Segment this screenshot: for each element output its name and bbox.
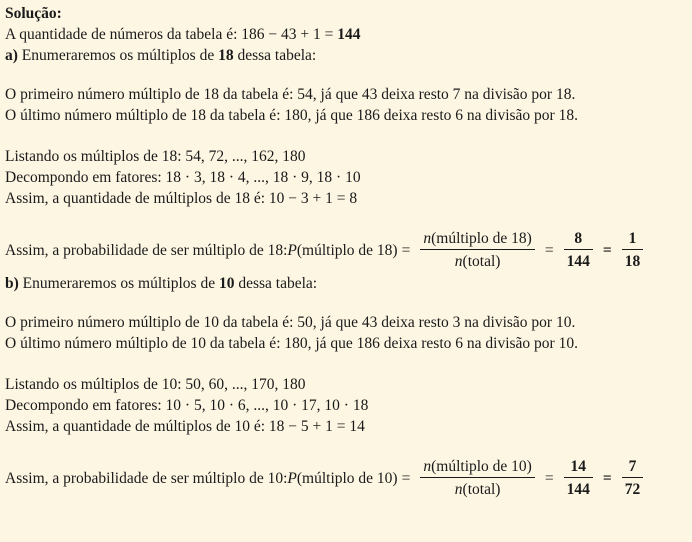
part-a-first: O primeiro número múltiplo de 18 da tabela é: 54, já que 43 deixa resto 7 na divisão por 18. [5, 86, 576, 103]
part-a-frac1-num-n: n [423, 230, 432, 247]
part-b-number: 10 [218, 275, 235, 292]
part-b-prob-text: Assim, a probabilidade de ser múltiplo de 10: [5, 469, 288, 487]
part-b-frac2-num: 14 [570, 458, 586, 475]
part-a-frac1-num-rest: (múltiplo de 18) [431, 230, 532, 247]
part-a-last: O último número múltiplo de 18 da tabela é: 180, já que 186 deixa resto 6 na divisão por 18. [5, 107, 578, 124]
intro-line [5, 24, 686, 45]
part-a-frac3-den: 18 [622, 249, 644, 271]
part-a-factors: Decompondo em fatores: 18 · 3, 18 · 4, ..., 18 · 9, 18 · 10 [5, 169, 361, 186]
part-a-frac1-den-rest: (total) [462, 253, 501, 270]
part-b-frac1-den-n: n [454, 481, 463, 498]
eq-sign: = [401, 241, 411, 259]
part-a-title-pre: Enumeraremos os múltiplos de [21, 47, 219, 64]
part-b-label: b) [5, 275, 19, 292]
part-b-title-post: dessa tabela: [234, 275, 318, 292]
part-a-count: Assim, a quantidade de múltiplos de 18 é: 10 − 3 + 1 = 8 [5, 190, 358, 207]
part-b-title [5, 273, 686, 294]
part-b-frac3-den: 72 [622, 477, 644, 499]
part-b-fraction-value [564, 457, 593, 499]
eq-sign: = [602, 241, 612, 259]
part-a-title [5, 45, 686, 66]
intro-result: 144 [337, 26, 361, 43]
part-a-label: a) [5, 47, 18, 64]
part-b-factors: Decompondo em fatores: 10 · 5, 10 · 6, ..., 10 · 17, 10 · 18 [5, 397, 369, 414]
part-a-frac2-num: 8 [574, 230, 583, 247]
eq-sign: = [602, 469, 612, 487]
part-b-count: Assim, a quantidade de múltiplos de 10 é: 18 − 5 + 1 = 14 [5, 418, 365, 435]
part-a-title-post: dessa tabela: [233, 47, 317, 64]
eq-sign: = [544, 241, 554, 259]
solution-heading: Solução: [5, 5, 62, 22]
part-b-frac1-num-rest: (múltiplo de 10) [431, 458, 532, 475]
part-b-first: O primeiro número múltiplo de 10 da tabela é: 50, já que 43 deixa resto 3 na divisão por 10. [5, 314, 576, 331]
part-b-frac1-den-rest: (total) [462, 481, 501, 498]
part-a-probability [5, 227, 686, 273]
part-a-fraction-n [420, 229, 535, 271]
part-b-last: O último número múltiplo de 10 da tabela é: 180, já que 186 deixa resto 6 na divisão por 10. [5, 335, 578, 352]
part-b-fraction-n [420, 457, 535, 499]
part-a-frac3-num: 1 [628, 230, 637, 247]
part-a-prob-text: Assim, a probabilidade de ser múltiplo de 18: [5, 241, 288, 259]
intro-text: A quantidade de números da tabela é: 186 − 43 + 1 = [5, 26, 338, 43]
part-a-frac1-den-n: n [454, 253, 463, 270]
part-a-fraction-value [564, 229, 593, 271]
eq-sign: = [401, 469, 411, 487]
part-a-fraction-simplified [622, 229, 644, 271]
part-b-title-pre: Enumeraremos os múltiplos de [22, 275, 219, 292]
part-a-prob-arg: (múltiplo de 18) [296, 241, 398, 259]
part-a-frac2-den: 144 [564, 249, 593, 271]
part-a-listing: Listando os múltiplos de 18: 54, 72, ..., 162, 180 [5, 148, 306, 165]
part-b-frac3-num: 7 [628, 458, 637, 475]
part-a-prob-P: P [287, 241, 297, 259]
part-b-prob-arg: (múltiplo de 10) [296, 469, 398, 487]
part-b-frac2-den: 144 [564, 477, 593, 499]
eq-sign: = [544, 469, 554, 487]
part-b-fraction-simplified [622, 457, 644, 499]
part-b-probability [5, 455, 686, 501]
part-b-prob-P: P [287, 469, 297, 487]
part-b-frac1-num-n: n [423, 458, 432, 475]
part-b-listing: Listando os múltiplos de 10: 50, 60, ..., 170, 180 [5, 376, 306, 393]
part-a-number: 18 [218, 47, 234, 64]
